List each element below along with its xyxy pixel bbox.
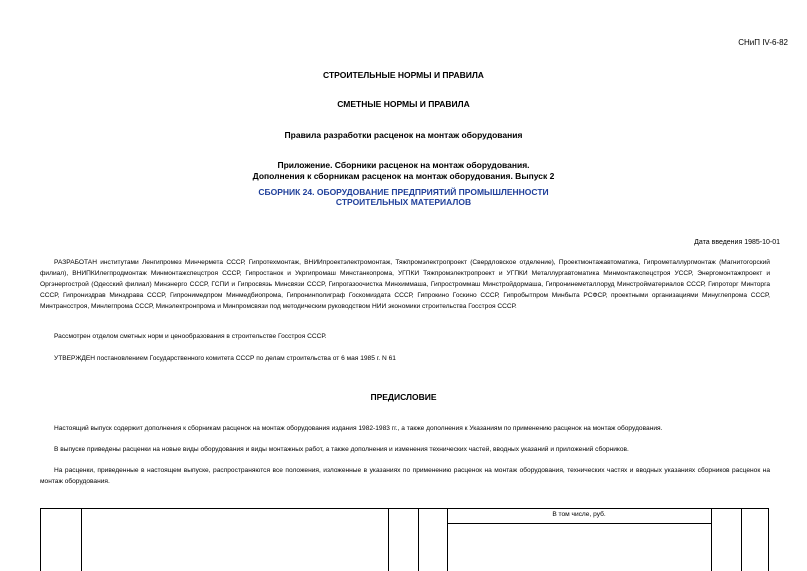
appendix-title [0, 160, 807, 182]
table-header-including: В том числе, руб. [552, 511, 606, 518]
collection-line-1: СБОРНИК 24. ОБОРУДОВАНИЕ ПРЕДПРИЯТИЙ ПРОМЫШЛЕННОСТИ [258, 187, 549, 197]
rules-title: Правила разработки расценок на монтаж оборудования [284, 130, 523, 140]
subtitle: СМЕТНЫЕ НОРМЫ И ПРАВИЛА [337, 99, 470, 109]
main-title: СТРОИТЕЛЬНЫЕ НОРМЫ И ПРАВИЛА [323, 70, 484, 80]
developed-paragraph: РАЗРАБОТАН институтами Ленгипромез Минчермета СССР, Гипротехмонтаж, ВНИИпроектэлектромонтаж, Тяжпромэлектропроект (Свердловское отделение), Проектмонтажавтоматика, Гипрометаллургмонтаж (Магнитогорский филиал), ВНИПКИлегпродмонтаж Минмонтажспецстроя СССР, Гипростанок и Укргипромаш Минстанкопрома, УГПКИ Тяжпромэлектропроект и УГПКИ Металлургавтоматика Минмонтажспецстроя УССР, Энергомонтажпроект и Оргэнергострой (Одесский филиал) Минэнерго СССР, ГСПИ и Гипросвязь Минсвязи СССР, Гипрогазоочистка Минхиммаша, Гипростроммаш Минстройдормаша, Гипронинеметаллоруд Минстройматериалов СССР, Гипроторг Минторга СССР, Гипрониздрав Минздрава СССР, Гипронимедпром Минмедбиопрома, Гипронинполиграф Госкомиздата СССР, Гипрокино Госкино СССР, Гипробытпром Минбыта РСФСР, проектными организациями Минуглепрома СССР, Минтрансстроя, Минлегпрома СССР, Минэлектронпрома и Минпромсвязи под методическим руководством НИИ экономики строительства Госстроя СССР. [40, 259, 770, 310]
document-code: СНиП IV-6-82 [738, 38, 788, 47]
table-column-divider [741, 509, 742, 571]
collection-title [0, 187, 807, 207]
table-column-divider [388, 509, 389, 571]
intro-date: Дата введения 1985-10-01 [694, 239, 780, 246]
collection-line-2: СТРОИТЕЛЬНЫХ МАТЕРИАЛОВ [335, 197, 472, 207]
preface-paragraph-3: На расценки, приведенные в настоящем выпуске, распространяются все положения, изложенные в указаниях по применению расценок на монтаж оборудования, технических частях и вводных указаниях сборников расценок на монтаж оборудования. [40, 467, 770, 485]
approved-paragraph: УТВЕРЖДЕН постановлением Государственного комитета СССР по делам строительства от 6 мая 1985 г. N 61 [54, 355, 396, 362]
preface-paragraph-2: В выпуске приведены расценки на новые виды оборудования и виды монтажных работ, а также дополнения и изменения технических частей, вводных указаний и приложений сборников. [54, 446, 629, 453]
table-column-divider [447, 509, 448, 571]
preface-paragraph-1: Настоящий выпуск содержит дополнения к сборникам расценок на монтаж оборудования издания 1982-1983 гг., а также дополнения к Указаниям по применению расценок на монтаж оборудования. [54, 425, 663, 432]
appendix-line-1: Приложение. Сборники расценок на монтаж оборудования. [277, 160, 530, 170]
table-column-divider [81, 509, 82, 571]
appendix-line-2: Дополнения к сборникам расценок на монтаж оборудования. Выпуск 2 [252, 171, 555, 181]
table-column-divider [711, 509, 712, 571]
table-column-divider [418, 509, 419, 571]
table-header-divider [447, 523, 711, 524]
reviewed-paragraph: Рассмотрен отделом сметных норм и ценообразования в строительстве Госстроя СССР. [54, 333, 327, 340]
rates-table [40, 508, 769, 571]
preface-heading: ПРЕДИСЛОВИЕ [370, 392, 437, 402]
